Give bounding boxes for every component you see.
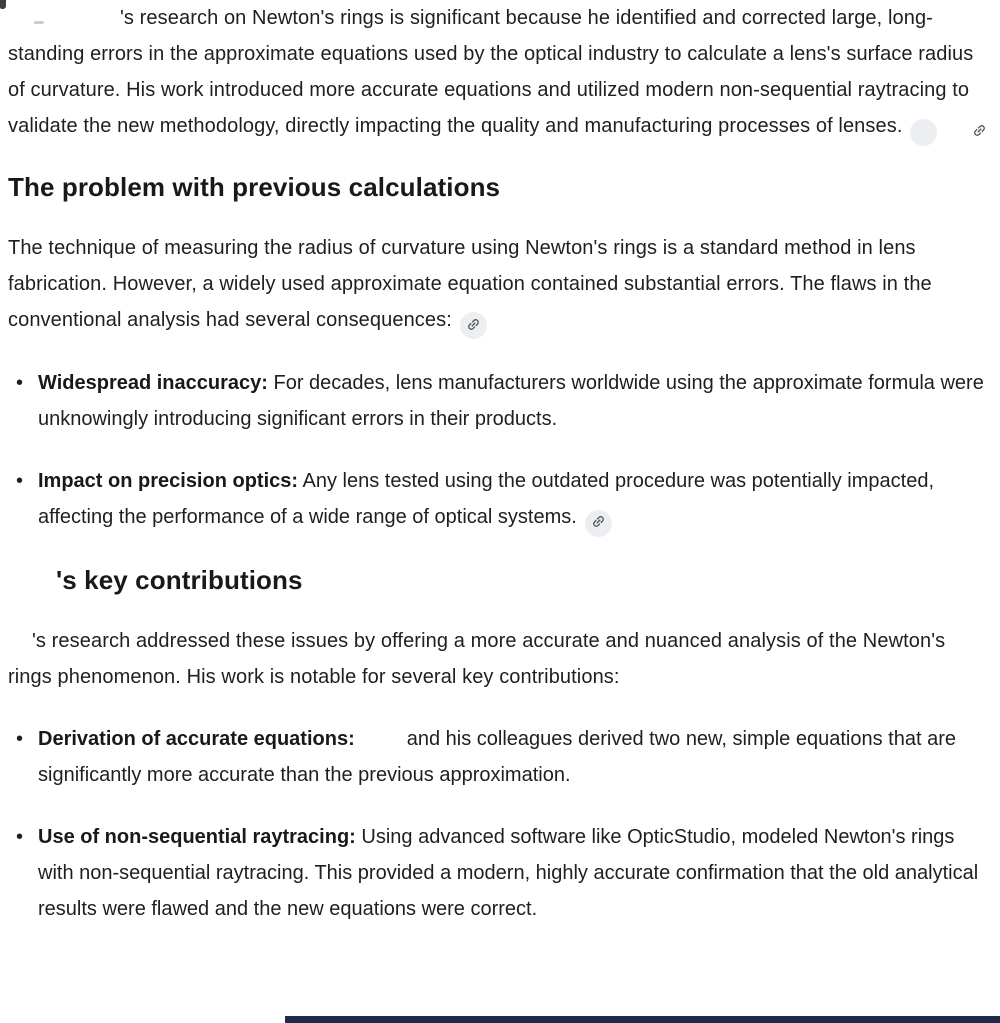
citation-link-button[interactable] — [585, 510, 612, 537]
list-item — [8, 365, 990, 437]
list-item — [8, 721, 990, 793]
next-element-top-edge — [285, 1016, 1000, 1023]
citation-link-button[interactable] — [460, 312, 487, 339]
intro-paragraph — [8, 0, 990, 146]
bullet-text: For decades, lens manufacturers worldwide using the approximate formula were unknowingly introducing significant errors in their products. — [38, 372, 984, 430]
link-icon — [466, 308, 481, 344]
bullet-text: Any lens tested using the outdated procedure was potentially impacted, affecting the performance of a wide range of optical systems. — [38, 470, 935, 528]
bullet-label: Widespread inaccuracy: — [38, 372, 268, 394]
bullet-text: Using advanced software like OpticStudio, modeled Newton's rings with non-sequential raytracing. This provided a modern, highly accurate confirmation that the old analytical results were flawed and the new equations were correct. — [38, 825, 979, 920]
citation-link-button[interactable] — [910, 119, 937, 146]
intro-paragraph-text: 's research on Newton's rings is significant because he identified and corrected large, long-standing errors in the approximate equations used by the optical industry to calculate a lens's surface radius of curvature. His work introduced more accurate equations and utilized modern non-sequential raytracing to validate the new methodology, directly impacting the quality and manufacturing processes of lenses. — [8, 7, 974, 137]
bullet-label: Use of non-sequential raytracing: — [38, 825, 356, 848]
list-item — [8, 819, 990, 927]
problem-paragraph — [8, 230, 990, 340]
list-item — [8, 463, 990, 537]
heading-key-contributions: 's key contributions — [56, 564, 303, 595]
contributions-paragraph — [8, 623, 990, 695]
link-icon — [591, 505, 606, 541]
contributions-paragraph-text: 's research addressed these issues by offering a more accurate and nuanced analysis of the Newton's rings phenomenon. His work is notable for several key contributions: — [8, 629, 946, 688]
bullet-label: Derivation of accurate equations: — [38, 727, 355, 750]
bullet-label: Impact on precision optics: — [38, 470, 299, 492]
redaction-artifact — [34, 21, 44, 24]
problem-paragraph-text: The technique of measuring the radius of curvature using Newton's rings is a standard method in lens fabrication. However, a widely used approximate equation contained substantial errors. The flaws in the conventional analysis had several consequences: — [8, 236, 932, 331]
link-icon — [860, 114, 987, 150]
bullet-text: and his colleagues derived two new, simple equations that are significantly more accurate than the previous approximation. — [38, 727, 956, 786]
heading-problem-with-previous-calculations: The problem with previous calculations — [8, 171, 501, 202]
contributions-list — [8, 721, 990, 927]
consequences-list — [8, 365, 990, 537]
cropped-glyph-fragment — [0, 0, 6, 9]
